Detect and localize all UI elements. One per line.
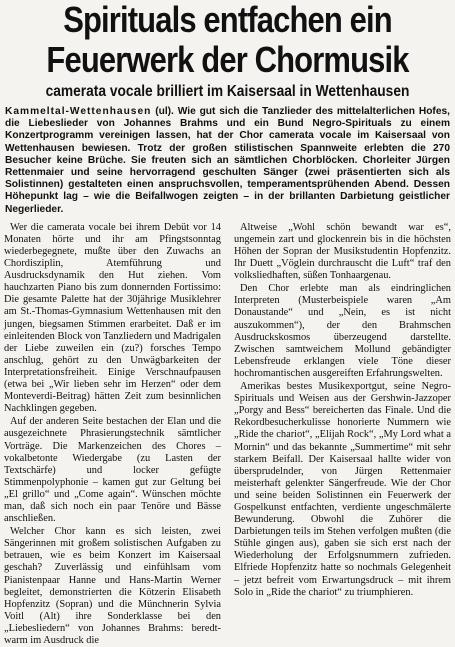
body-paragraph: Welcher Chor kann es sich leisten, zwei Sängerinnen mit großem solistischen Aufgaben zu betrauen, wie es beim Konzert im Kaisersaal geschah? Zuverlässig und einfühlsam vom Pianistenpaar Hanne und Hans-Martin Werner begleitet, demonstrierten die Kötzerin Elisabeth Hopfenzitz (Sopran) und die Münchnerin Sylvia Voitl (Alt) ihre Sonderklasse bei den „Liebesliedern“ von Johannes Brahms: beredt-warm im Ausdruck die <box>4 526 221 647</box>
body-paragraph: Wer die camerata vocale bei ihrem Debüt vor 14 Monaten hörte und ihr am Pfingstsonntag wiederbegegnete, mußte über den Zuwachs an Chordisziplin, Atemführung und Ausdrucksdynamik den Hut ziehen. Vom hauchzarten Piano bis zum donnernden Fortissimo: Die gesamte Palette hat der 30jährige Musiklehrer am St.-Thomas-Gymnasium Wettenhausen mit den jungen, biegsamen Stimmen erarbeitet. Daß er im einleitenden Block von Tanzliedern und Madrigalen der Liebe zuweilen ein (zu?) forsches Tempo anschlug, gehört zu den Unwägbarkeiten der Interpretationsfreiheit. Einige Verschnaufpausen (etwa bei „Wir lieben sehr im Herzen“ oder dem Monteverdi-Beitrag) hätten Zeit zum besinnlichen Nachklingen gegeben. <box>4 221 221 415</box>
body-paragraph: Auf der anderen Seite bestachen der Elan und die ausgezeichnete Phrasierungstechnik sämtlicher Vorträge. Die Markenzeichen des Chores – vokalbetonte Wiedergabe (zu Lasten der Textschärfe) und locker gefügte Stimmenpolyphonie – kamen gut zur Geltung bei „El grillo“ und „Come again“. Wünschen möchte man, daß sich noch ein paar Tenöre und Bässe anschließen. <box>4 416 221 525</box>
article-columns <box>4 222 451 647</box>
lead-text: (ul). Wie gut sich die Tanzlieder des mittelalterlichen Hofes, die Liebeslieder von Johannes Brahms und ein Bund Negro-Spirituals zu einem Konzertprogramm vereinigen lassen, hat der Chor camerata vocale im Kaisersaal von Wettenhausen bewiesen. Trotz der großen stilistischen Spannweite erlebten die 270 Besucher keine Brüche. Sie freuten sich an sämtlichen Chorblöcken. Chorleiter Jürgen Rettenmaier und seine hervorragend geschulten Sänger (zwei präsentierten sich als Solistinnen) gestalteten einen anspruchsvollen, temperamentsprühenden Abend. Dessen Höhepunkt lag – wie die Beifallwogen zeigten – in der brillanten Darbietung geistlicher Negerlieder. <box>5 106 450 215</box>
lead-paragraph <box>4 106 451 216</box>
left-column <box>4 222 221 647</box>
dateline: Kammeltal-Wettenhausen <box>5 106 152 117</box>
body-paragraph: Altweise „Wohl schön bewandt war es“, ungemein zart und glockenrein bis in die höchsten Höhen der Sopran der Musikstudentin Hopfenzitz. Ihr Duett „Vöglein durchrauscht die Luft“ traf den volksliedhaften, süßen Tonhaargenau. <box>234 221 451 282</box>
body-paragraph: Den Chor erlebte man als eindringlichen Interpreten (Musterbeispiele waren „Am Donaustande“ und „Nein, es ist nicht auszukommen“), der den Brahmschen Ausdruckskosmos überzeugend darstellte. Zwischen samtweichem Mollund gebändigter Lebensfreude erklangen viele Töne dieser hochromantischen ausgereiften Erfahrungswelten. <box>234 283 451 379</box>
body-paragraph: Amerikas bestes Musikexportgut, seine Negro-Spirituals und Weisen aus der Gershwin-Jazzoper „Porgy and Bess“ bereicherten das Finale. Und die Rekordbesucherkulisse honorierte Nummern wie „Ride the chariot“, „Elijah Rock“, „My Lord what a Mornin“ und das bekannte „Summertime“ mit sehr starkem Beifall. Der Kaisersaal hallte wider von übersprudelnder, von Jürgen Rettenmaier meisterhaft gelenkter Sängerfreude. Wie der Chor und seine beiden Solistinnen ein Feuerwerk der Gospelkunst entfachten, verdiente ungeschmälerte Bewunderung. Obwohl die Zuhörer die Darbietungen teils im Stehen verfolgen mußten (die Stühle gingen aus), gaben sie sich erst nach der Wiederholung der Erfolgsnummern zufrieden. Elfriede Hopfenzitz hatte so nochmals Gelegenheit – jetzt befreit vom Erwartungsdruck – mit ihrem Solo in „Ride the chariot“ zu triumphieren. <box>234 381 451 598</box>
right-column <box>234 222 451 647</box>
headline-line-2: Feuerwerk der Chormusik <box>46 39 409 80</box>
headline-line-1: Spirituals entfachen ein <box>63 0 392 40</box>
subheadline: camerata vocale brilliert im Kaisersaal in Wettenhausen <box>45 83 410 100</box>
